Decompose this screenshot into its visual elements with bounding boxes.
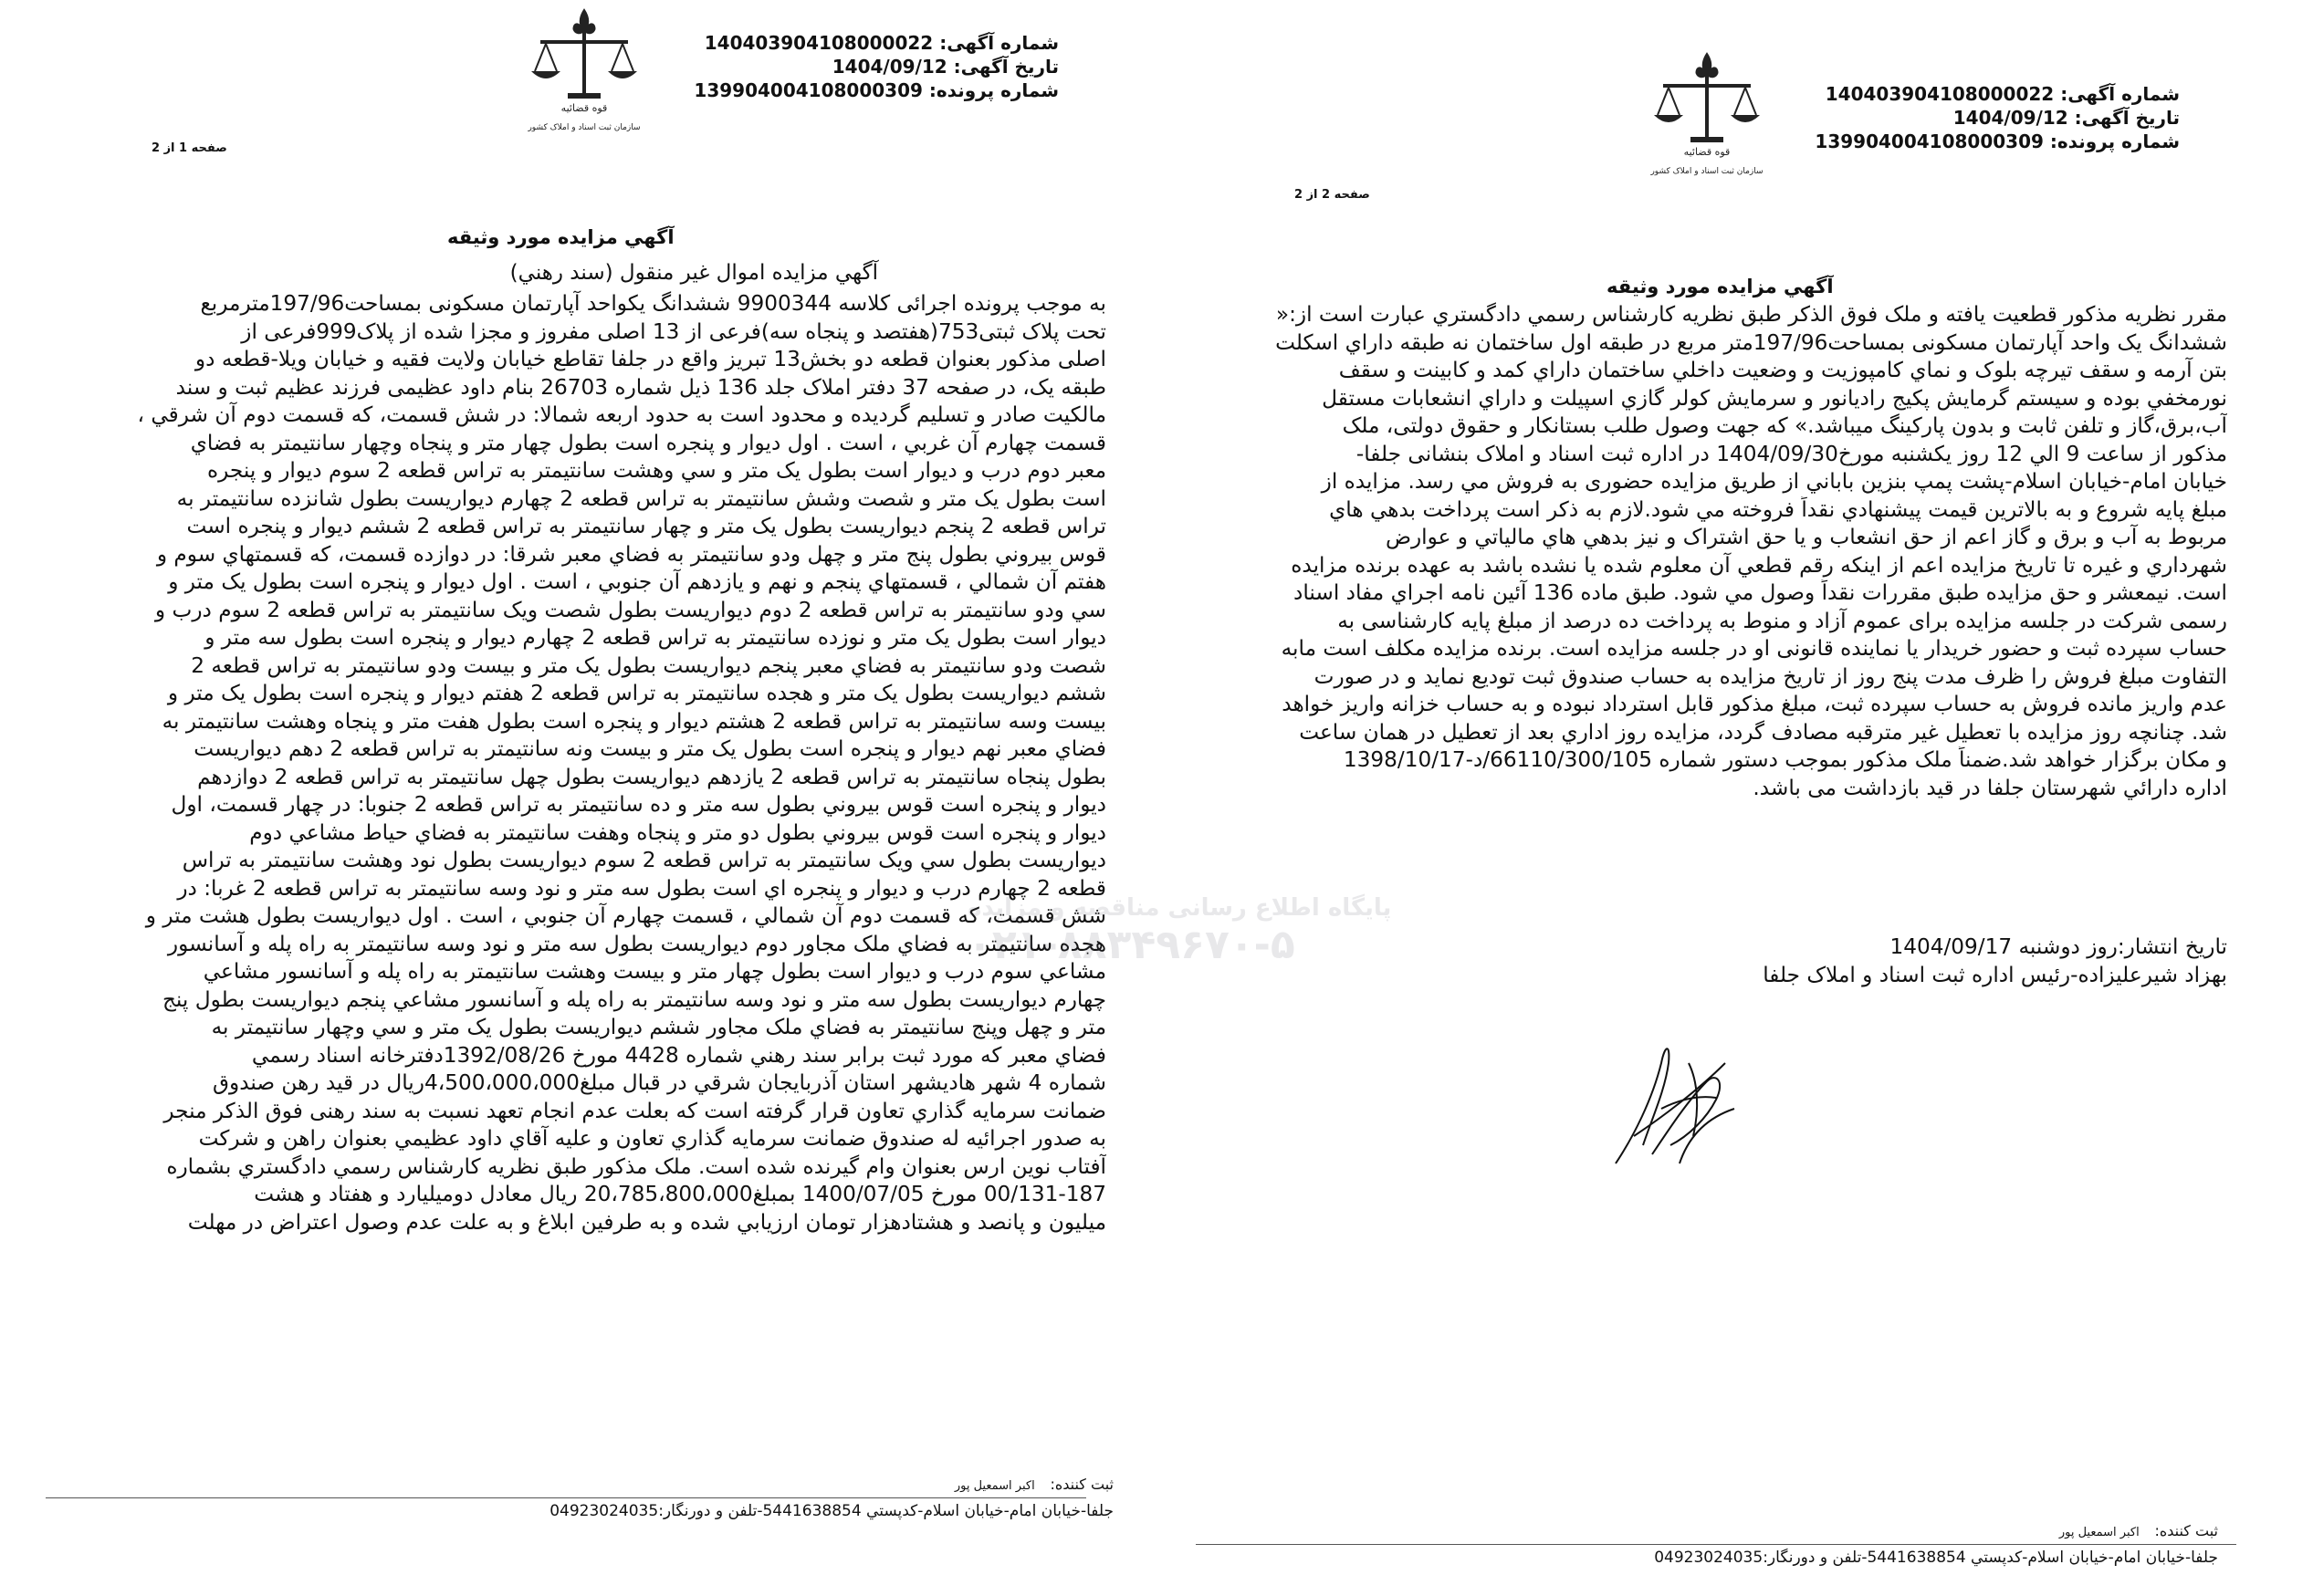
body-line: ششم ديواريست بطول يک متر و هجده سانتيمتر به تراس قطعه 2 هفتم ديوار و پنجره است بطول يک متر و	[167, 681, 1106, 705]
body-line: شماره 4 شهر هاديشهر استان آذربايجان شرقي در قبال مبلغ4،500،000،000ريال در قيد رهن صندوق	[213, 1070, 1106, 1095]
footer-divider	[46, 1497, 1086, 1498]
body-line: التفاوت مبلغ فروش را ظرف مدت پنج روز از تاريخ مزايده به حساب صندوق ثبت توديع نمايد و در صورت	[1313, 663, 2227, 689]
file-number: 139904004108000309	[1815, 130, 2044, 152]
body-line: مذکور از ساعت 9 الي 12 روز يکشنبه مورخ1404/09/30 در اداره ثبت اسناد و املاک بنشانی جلفا-	[1355, 441, 2227, 466]
file-number-row: شماره پرونده: 139904004108000309	[694, 79, 1059, 101]
body-line: شش قسمت، که قسمت دوم آن شمالي ، قسمت چهارم آن جنوبي ، است . اول ديواريست بطول هشت متر و	[145, 903, 1106, 928]
body-line: تحت پلاک ثبتی753(هفتصد و پنجاه سه)فرعی از 13 اصلی مفروز و مجزا شده از پلاک999فرعی از	[241, 318, 1106, 344]
registrar-name: اکبر اسمعیل پور	[954, 1479, 1035, 1493]
footer-divider	[1196, 1544, 2236, 1545]
body-line: ديوار و پنجره است قوس بيروني بطول سه متر و ده سانتيمتر به تراس قطعه 2 جنوبا: در چهار قسمت، اول	[171, 792, 1106, 817]
body-line: است. نيمعشر و حق مزايده طبق مقررات نقداً وصول مي شود. طبق ماده 136 آئين نامه اجراي مفاد اسناد	[1293, 580, 2227, 605]
notice-number-row: شماره آگهی: 140403904108000022	[1825, 83, 2180, 105]
registrar-row: ثبت کننده: اکبر اسمعیل پور	[954, 1476, 1114, 1493]
notice-header	[1796, 82, 2180, 153]
notice-date-row: تاریخ آگهی: 1404/09/12	[1952, 107, 2180, 129]
body-line: تراس قطعه 2 پنجم ديواريست بطول يک متر و چهار سانتيمتر به تراس قطعه 2 ششم ديوار و پنجره است	[186, 514, 1106, 538]
body-line: ميليون و پانصد و هشتادهزار تومان ارزيابي شده و به طرفين ابلاغ و به علت عدم وصول اعتراض در مهلت	[187, 1209, 1106, 1235]
body-line: اصلی مذکور بعنوان قطعه دو بخش13 تبريز واقع در جلفا تقاطع خيابان ولايت فقيه و خيابان ويلا-قطعه دو	[194, 347, 1106, 371]
body-line: هفتم آن شمالي ، قسمتهاي پنجم و نهم و يازدهم آن جنوبي ، است . اول ديوار و پنجره است بطول يک متر و	[168, 569, 1106, 594]
file-number-row: شماره پرونده: 139904004108000309	[1815, 130, 2180, 152]
notice-number: 140403904108000022	[704, 32, 934, 54]
body-line: شصت ودو سانتيمتر به فضاي معبر پنجم ديواريست بطول يک متر و بيست ودو سانتيمتر به تراس قطعه 2	[191, 652, 1106, 678]
body-line: مالکيت صادر و تسليم گرديده و محدود است به حدود اربعه شمالا: در شش قسمت، که قسمت دوم آن شرقي ،	[137, 402, 1106, 427]
body-line: به موجب پرونده اجرائی کلاسه 9900344 ششدانگ يکواحد آپارتمان مسکونی بمساحت197/96مترمربع	[200, 291, 1106, 316]
body-line: آفتاب نوين ارس بعنوان وام گيرنده شده است. ملک مذکور طبق نظريه کارشناس رسمي دادگستري بشماره	[166, 1153, 1106, 1179]
file-number: 139904004108000309	[694, 79, 923, 101]
footer-address: جلفا-خیابان امام-خیابان اسلام-کدپستي 5441638854-تلفن و دورنگار:04923024035	[1654, 1549, 2218, 1567]
body-line: عدم واريز مانده فروش به حساب سپرده ثبت، مبلغ مذکور قابل استرداد نبوده و به حساب خزانه واريز خواهد	[1282, 692, 2227, 716]
judiciary-emblem-icon	[1643, 47, 1771, 184]
body-line: مبلغ پايه شروع و به بالاترين قيمت پيشنهادي نقداً فروخته مي شود.لازم به ذکر است پرداخت بدهي هاي	[1329, 496, 2227, 522]
body-line: ششدانگ يک واحد آپارتمان مسکونی بمساحت197/96متر مربع در طبقه اول ساختمان نه طبقه داراي اسکلت	[1275, 329, 2227, 355]
handwritten-signature-icon	[1597, 1027, 1753, 1182]
body-line: ديوار و پنجره است قوس بيروني بطول دو متر و پنجاه وهفت سانتيمتر به فضاي حياط مشاعي دوم	[249, 819, 1106, 845]
registrar-name: اکبر اسمعیل پور	[2058, 1526, 2140, 1539]
body-line: ضمانت سرمايه گذاري تعاون قرار گرفته است که بعلت عدم انجام تعهد نسبت به سند رهنی فوق الذکر منجر	[163, 1098, 1106, 1123]
judiciary-emblem-icon	[520, 4, 648, 141]
body-line: حساب سپرده ثبت و حضور خريدار يا نماينده قانونی او در جلسه مزايده است. برنده مزايده مکلف است مابه	[1281, 636, 2227, 661]
body-line: مقرر نظريه مذکور قطعيت يافته و ملک فوق الذکر طبق نظريه کارشناس رسمي دادگستري عبارت است از:«	[1275, 302, 2227, 327]
body-line: قوس بيروني بطول پنج متر و چهل ودو سانتيمتر به فضاي معبر شرقا: در دوازده قسمت، که قسمتهاي سوم و	[156, 541, 1106, 567]
body-line: قطعه 2 چهارم درب و ديوار و پنجره اي است بطول سه متر و نود وسه سانتيمتر به تراس قطعه 2 غربا: در	[177, 875, 1106, 901]
emblem-text-top: قوه قضائیه	[1683, 146, 1731, 158]
body-line: متر و چهل وپنج سانتيمتر به فضاي ملک مجاور ششم ديواريست بطول يک متر و سي وچهار سانتيمتر به	[211, 1015, 1106, 1039]
body-line: بطول پنجاه سانتيمتر به تراس قطعه 2 يازدهم ديواريست بطول چهل سانتيمتر به تراس قطعه 2 دوازدهم	[197, 764, 1106, 789]
body-line: خيابان امام-خيابان اسلام-پشت پمپ بنزين باباني از طريق مزايده حضوری به فروش مي رسد. مزايده از	[1321, 469, 2227, 494]
page-number: صفحه 1 از 2	[152, 141, 227, 155]
page-two	[1168, 0, 2245, 1596]
body-line: بيست وسه سانتيمتر به تراس قطعه 2 هشتم ديوار و پنجره است بطول هفت متر و پنجاه وهشت سانتيمتر به	[162, 708, 1106, 734]
body-line: هجده سانتيمتر به فضاي ملک مجاور دوم ديواريست بطول سه متر و نود وسه سانتيمتر به راه پله و آسانسور	[167, 931, 1106, 956]
body-line: آب،برق،گاز و تلفن ثابت و بدون پارکينگ ميباشد.» که جهت وصول طلب بستانکار و حقوق دولتی، ملک	[1342, 413, 2227, 438]
notice-title: آگهي مزايده مورد وثيقه	[1607, 276, 1834, 297]
registrar-row: ثبت کننده: اکبر اسمعیل پور	[2058, 1522, 2218, 1539]
page-one	[46, 0, 1114, 1596]
body-line: شهرداري و غيره تا تاريخ مزايده اعم از اينکه رقم قطعي آن معلوم شده يا نشده باشد به عهده برنده مزايده	[1291, 552, 2227, 578]
watermark-text: پایگاه اطلاع رسانی مناقصه و مزایده	[968, 894, 1392, 922]
notice-title: آگهي مزايده مورد وثيقه	[447, 226, 675, 248]
body-line: نورمخفي بوده و سيستم گرمايش پکيج راديانور و سرمايش کولر گازي اسپيلت و داراي انشعابات مستقل	[1322, 385, 2227, 411]
notice-number-row: شماره آگهی: 140403904108000022	[704, 32, 1059, 54]
emblem-text-bottom: سازمان ثبت اسناد و املاک کشور	[1650, 167, 1764, 176]
notice-date-row: تاریخ آگهی: 1404/09/12	[832, 56, 1059, 78]
body-line: فضاي معبر نهم ديوار و پنجره است بطول يک متر و بيست ونه سانتيمتر به تراس قطعه 2 دهم ديواريست	[194, 736, 1106, 761]
publish-date: تاريخ انتشار:روز دوشنبه 1404/09/17	[1889, 934, 2227, 959]
body-line: رسمی شرکت در جلسه مزايده برای عموم آزاد و منوط به پرداخت ده درصد از مبلغ پايه کارشناسی به	[1337, 608, 2227, 633]
body-line: ديواريست بطول سي ويک سانتيمتر به تراس قطعه 2 سوم ديواريست بطول نود وهشت سانتيمتر به تراس	[182, 848, 1106, 872]
notice-number: 140403904108000022	[1825, 83, 2055, 105]
body-line: ديوار است بطول يک متر و نوزده سانتيمتر به تراس قطعه 2 چهارم ديوار و پنجره است بطول سه متر و	[204, 625, 1106, 650]
body-line: فضاي معبر که مورد ثبت برابر سند رهني شماره 4428 مورخ 1392/08/26دفترخانه اسناد رسمي	[251, 1042, 1106, 1068]
body-line: است بطول يک متر و شصت وشش سانتيمتر به تراس قطعه 2 چهارم ديواريست بطول شانزده سانتيمتر به	[176, 485, 1106, 511]
body-line: 00/131-187 مورخ 1400/07/05 بمبلغ20،785،800،000 ريال معادل دوميليارد و هفتاد و هشت	[254, 1182, 1106, 1206]
notice-subtitle: آگهي مزايده اموال غير منقول (سند رهني)	[509, 261, 878, 285]
body-line: قسمت چهارم آن غربي ، است . اول ديوار و پنجره است بطول چهار متر و پنجاه وچهار سانتيمتر به فضاي	[190, 430, 1106, 455]
body-line: طبقه يک، در صفحه 37 دفتر املاک جلد 136 ذيل شماره 26703 بنام داود عظيمی فرزند عظيم ثبت و سند	[175, 374, 1106, 400]
body-line: چهارم ديواريست بطول سه متر و نود وسه سانتيمتر به راه پله و آسانسور مشاعي پنجم ديواريست بطول پنج	[162, 986, 1106, 1012]
body-line: به صدور اجرائيه له صندوق ضمانت سرمايه گذاري تعاون و عليه آقاي داود عظيمي بعنوان راهن و شرکت	[198, 1126, 1106, 1151]
emblem-text-bottom: سازمان ثبت اسناد و املاک کشور	[528, 123, 641, 132]
emblem-text-top: قوه قضائیه	[560, 102, 608, 114]
body-line: و مکان برگزار خواهد شد.ضمناً ملک مذکور بموجب دستور شماره 66110/300/105/د-1398/10/17	[1343, 747, 2227, 772]
footer-address: جلفا-خیابان امام-خیابان اسلام-کدپستي 5441638854-تلفن و دورنگار:04923024035	[549, 1502, 1114, 1520]
body-line: مشاعي سوم درب و ديوار است بطول چهار متر و بيست وهشت سانتيمتر به راه پله و آسانسور مشاعي	[203, 959, 1106, 984]
body-line: شد. چنانچه روز مزايده با تعطيل غير مترقبه مصادف گردد، مزايده روز اداري بعد از تعطيل در همان ساعت	[1299, 719, 2227, 745]
body-line: مربوط به آب و برق و گاز اعم از حق انشعاب و يا حق اشتراک و نيز بدهي هاي مالياتي و عوارض	[1385, 525, 2227, 549]
body-line: معبر دوم درب و ديوار است بطول يک متر و سي وهشت سانتيمتر به تراس قطعه 2 سوم ديوار و پنجره	[206, 458, 1106, 483]
notice-date: 1404/09/12	[1952, 107, 2068, 129]
body-line: اداره دارائي شهرستان جلفا در قيد بازداشت می باشد.	[1753, 775, 2227, 800]
body-line: سي ودو سانتيمتر به تراس قطعه 2 دوم ديواريست بطول شصت ويک سانتيمتر به تراس قطعه 2 سوم درب و	[154, 597, 1106, 622]
signer-name: بهزاد شيرعليزاده-رئيس اداره ثبت اسناد و املاک جلفا	[1763, 963, 2227, 987]
notice-header	[675, 31, 1059, 102]
notice-date: 1404/09/12	[832, 56, 947, 78]
body-line: بتن آرمه و سقف تيرچه بلوک و نماي کامپوزيت و وضعيت داخلي ساختمان داراي کمد و کابينت و سقف	[1338, 358, 2227, 382]
watermark-phone: ۰۲۱-۸۸۳۴۹۶۷۰-۵	[968, 922, 1295, 968]
notice-body	[1187, 301, 2227, 802]
notice-body	[66, 290, 1106, 1236]
page-number: صفحه 2 از 2	[1294, 188, 1370, 202]
